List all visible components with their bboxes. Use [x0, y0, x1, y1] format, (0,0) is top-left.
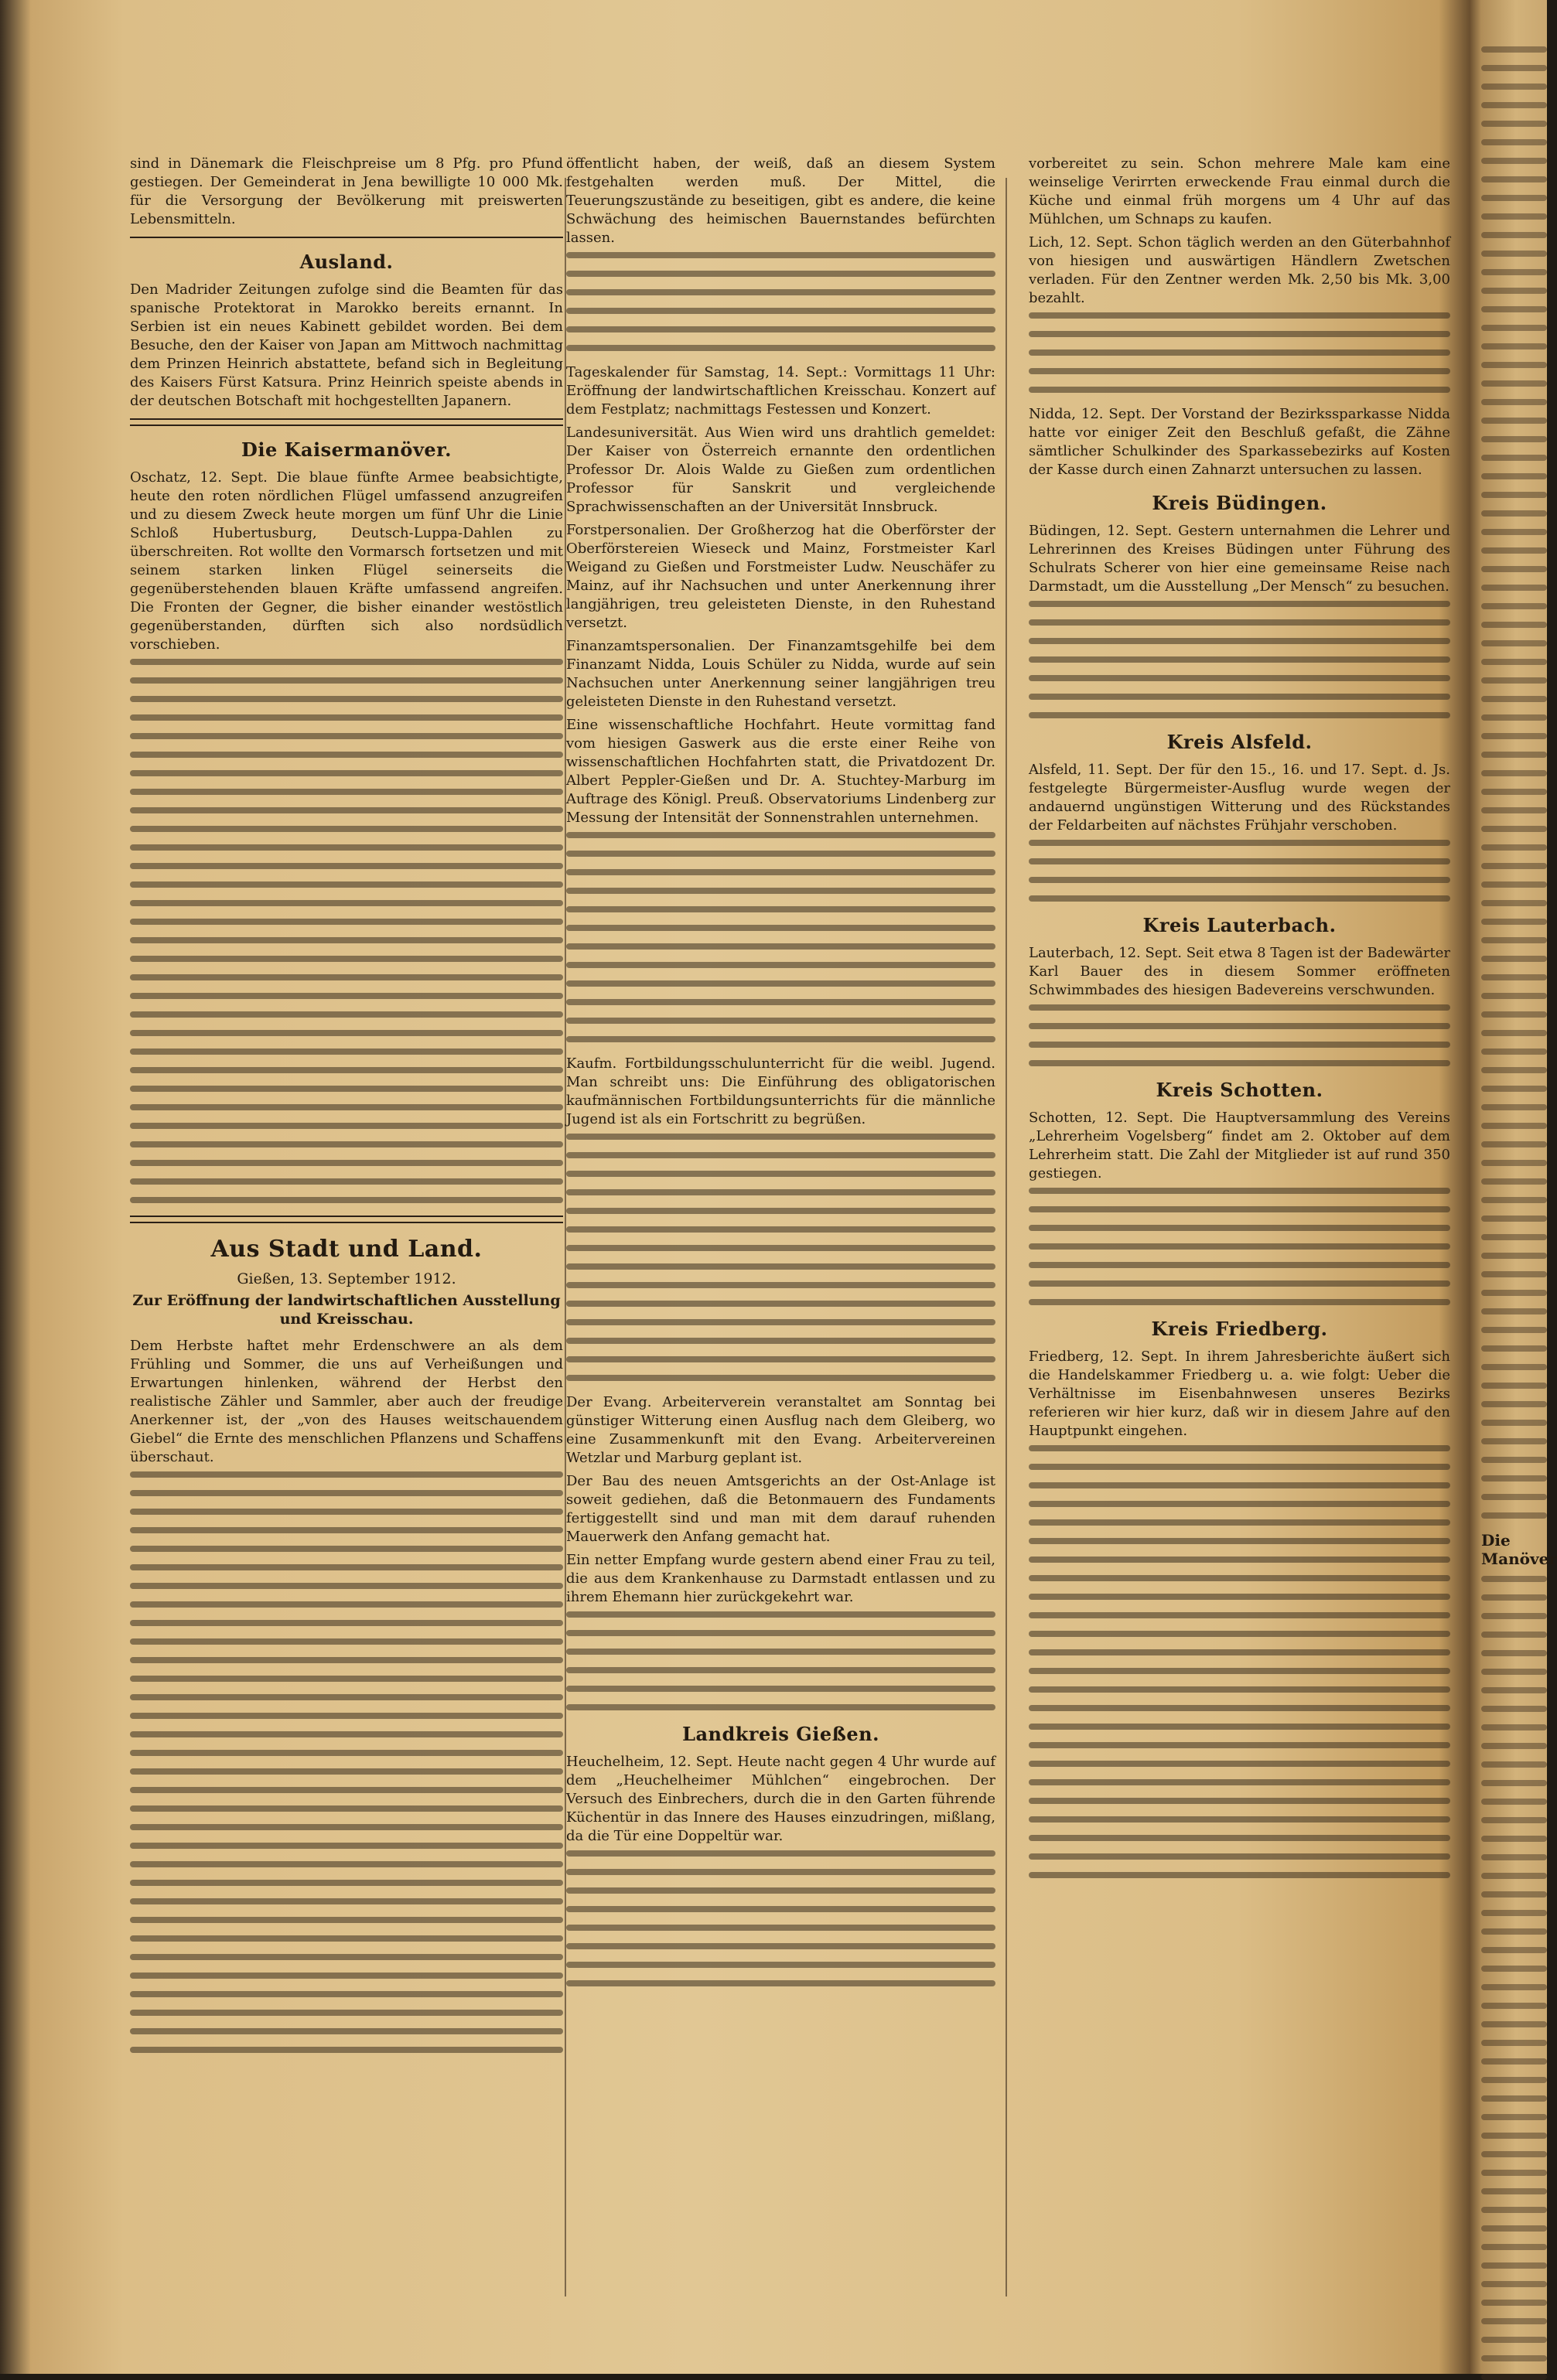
column-rule — [1006, 178, 1007, 2296]
article-text: Der Bau des neuen Amtsgerichts an der Ost-Anlage ist soweit gediehen, daß die Betonmauern des Fundaments fertiggestellt sind und man mit dem darauf ruhenden Mauerwerk den Anfang gemacht hat. — [566, 1473, 995, 1545]
article-text: Der Evang. Arbeiterverein veranstaltet am Sonntag bei günstiger Witterung einen Ausflug nach dem Gleiberg, wo eine Zusammenkunft mit den Evang. Arbeitervereinen Wetzlar und Marburg geplant ist. — [566, 1394, 995, 1466]
divider — [130, 237, 563, 238]
adjacent-page-heading: Die Manöver — [1481, 1531, 1557, 1568]
illegible-text-block — [566, 1850, 995, 1986]
section-heading-kreis-buedingen: Kreis Büdingen. — [1152, 492, 1327, 514]
article-text: Landesuniversität. Aus Wien wird uns drahtlich gemeldet: Der Kaiser von Österreich ernannte den ordentlichen Professor Dr. Alois Walde zu Gießen zum ordentlichen Professor für Sanskrit und vergleichende Sprachwissenschaften an der Universität Innsbruck. — [566, 425, 995, 515]
illegible-text-block — [1029, 312, 1450, 393]
dateline: Gießen, 13. September 1912. — [237, 1270, 456, 1287]
column-1 — [130, 155, 563, 2065]
illegible-text-block — [1029, 1188, 1450, 1305]
article-text: Friedberg, 12. Sept. In ihrem Jahresberichte äußert sich die Handelskammer Friedberg u. a. wie folgt: Ueber die Verhältnisse im Eisenbahnwesen unseres Bezirks referieren wir hier kurz, daß wir in diesem Jahre auf den Hauptpunkt eingehen. — [1029, 1349, 1450, 1439]
illegible-text-block — [1029, 840, 1450, 902]
illegible-text-block — [130, 659, 563, 1203]
illegible-text-block — [566, 252, 995, 351]
illegible-text-block — [1029, 1445, 1450, 1878]
article-text: Forstpersonalien. Der Großherzog hat die Oberförster der Oberförstereien Wieseck und Mainz, Forstmeister Karl Weigand zu Gießen und Forstmeister Ludw. Neuschäfer zu Mainz, auf ihr Nachsuchen und unter Anerkennung ihrer langjährigen, treu geleisteten Dienste, in den Ruhestand versetzt. — [566, 522, 995, 631]
column-3 — [1029, 155, 1450, 1891]
article-text: Den Madrider Zeitungen zufolge sind die Beamten für das spanische Protektorat in Marokko bereits ernannt. In Serbien ist ein neues Kabinett gebildet worden. Bei dem Besuche, den der Kaiser von Japan am Mittwoch nachmittag dem Prinzen Heinrich abstattete, befand sich in Begleitung des Kaisers Fürst Katsura. Prinz Heinrich speiste abends in der deutschen Botschaft mit hochgestellten Japanern. — [130, 281, 563, 409]
article-text: Alsfeld, 11. Sept. Der für den 15., 16. und 17. Sept. d. Js. festgelegte Bürgermeister-Ausflug wurde wegen der andauernd ungünstigen Witterung und des Rückstandes der Feldarbeiten auf nächstes Frühjahr verschoben. — [1029, 762, 1450, 834]
section-heading-landkreis-giessen: Landkreis Gießen. — [682, 1723, 879, 1745]
column-2 — [566, 155, 995, 1999]
article-text: Schotten, 12. Sept. Die Hauptversammlung des Vereins „Lehrerheim Vogelsberg“ findet am 2. Oktober auf dem Lehrerheim statt. Die Zahl der Mitglieder ist auf rund 350 gestiegen. — [1029, 1110, 1450, 1181]
illegible-text-block — [1029, 601, 1450, 718]
article-text: öffentlicht haben, der weiß, daß an diesem System festgehalten werden muß. Der Mittel, die Teuerungszustände zu beseitigen, gibt es andere, die keine Schwächung des heimischen Bauernstandes befürchten lassen. — [566, 155, 995, 246]
article-text: Lauterbach, 12. Sept. Seit etwa 8 Tagen ist der Badewärter Karl Bauer des in diesem Sommer eröffneten Schwimmbades des hiesigen Badevereins verschwunden. — [1029, 945, 1450, 998]
article-text: Tageskalender für Samstag, 14. Sept.: Vormittags 11 Uhr: Eröffnung der landwirtschaftlichen Kreisschau. Konzert auf dem Festplatz; nachmittags Festessen und Konzert. — [566, 364, 995, 418]
article-text: Eine wissenschaftliche Hochfahrt. Heute vormittag fand vom hiesigen Gaswerk aus die erste einer Reihe von wissenschaftlichen Hochfahrten statt, die Privatdozent Dr. Albert Peppler-Gießen und Dr. A. Stuchtey-Marburg im Auftrage des Königl. Preuß. Observatoriums Lindenberg zur Messung der Intensität der Sonnenstrahlen unternehmen. — [566, 717, 995, 826]
divider — [130, 1216, 563, 1223]
illegible-text-block — [130, 1471, 563, 2053]
illegible-text-block — [1029, 1004, 1450, 1066]
illegible-text-block — [1481, 1576, 1547, 2380]
article-text: Büdingen, 12. Sept. Gestern unternahmen die Lehrer und Lehrerinnen des Kreises Büdingen unter Führung des Schulrats Scherer von hier eine gemeinsame Reise nach Darmstadt, um die Ausstellung „Der Mensch“ zu besuchen. — [1029, 523, 1450, 595]
illegible-text-block — [566, 832, 995, 1042]
section-heading-kreis-alsfeld: Kreis Alsfeld. — [1166, 731, 1313, 753]
article-text: Lich, 12. Sept. Schon täglich werden an den Güterbahnhof von hiesigen und auswärtigen Händlern Zwetschen verladen. Für den Zentner werden Mk. 2,50 bis Mk. 3,00 bezahlt. — [1029, 234, 1450, 306]
article-headline: Zur Eröffnung der landwirtschaftlichen Ausstellung und Kreisschau. — [132, 1292, 561, 1328]
article-text: Finanzamtspersonalien. Der Finanzamtsgehilfe bei dem Finanzamt Nidda, Louis Schüler zu Nidda, wurde auf sein Nachsuchen unter Anerkennung seiner langjährigen treu geleisteten Dienste in den Ruhestand versetzt. — [566, 638, 995, 710]
article-text: vorbereitet zu sein. Schon mehrere Male kam eine weinselige Verirrten erweckende Frau einmal durch die Küche und einmal früh morgens um 4 Uhr auf das Mühlchen, um Schnaps zu kaufen. — [1029, 155, 1450, 227]
illegible-text-block — [1481, 46, 1547, 1519]
article-text: Nidda, 12. Sept. Der Vorstand der Bezirkssparkasse Nidda hatte vor einiger Zeit den Beschluß gefaßt, die Zähne sämtlicher Schulkinder des Sparkassebezirks auf Kosten der Kasse durch einen Zahnarzt untersuchen zu lassen. — [1029, 406, 1450, 478]
article-text: Heuchelheim, 12. Sept. Heute nacht gegen 4 Uhr wurde auf dem „Heuchelheimer Mühlchen“ eingebrochen. Der Versuch des Einbrechers, durch die in den Garten führende Küchentür in das Innere des Hauses einzudringen, mißlang, da die Tür eine Doppeltür war. — [566, 1754, 995, 1844]
section-heading-kaisermanoever: Die Kaisermanöver. — [241, 438, 452, 461]
section-heading-stadt-und-land: Aus Stadt und Land. — [210, 1236, 483, 1263]
section-heading-kreis-friedberg: Kreis Friedberg. — [1151, 1318, 1328, 1340]
newspaper-page — [116, 155, 1450, 2304]
article-text: Oschatz, 12. Sept. Die blaue fünfte Armee beabsichtigte, heute den roten nördlichen Flügel umfassend anzugreifen und zu diesem Zweck heute morgen um fünf Uhr die Linie Schloß Hubertusburg, Deutsch-Luppa-Dahlen zu überschreiten. Rot wollte den Vormarsch fortsetzen und mit seinem starken linken Flügel seinerseits die gegenüberstehenden blauen Kräfte umfassend angreifen. Die Fronten der Gegner, die bisher einander westöstlich gegenüberstanden, dürften sich also nordsüdlich vorschieben. — [130, 469, 563, 653]
section-heading-ausland: Ausland. — [299, 251, 394, 273]
article-text: sind in Dänemark die Fleischpreise um 8 Pfg. pro Pfund gestiegen. Der Gemeinderat in Jena bewilligte 10 000 Mk. für die Versorgung der Bevölkerung mit preiswerten Lebensmitteln. — [130, 155, 563, 227]
section-heading-kreis-lauterbach: Kreis Lauterbach. — [1142, 914, 1337, 936]
illegible-text-block — [566, 1134, 995, 1381]
article-text: Kaufm. Fortbildungsschulunterricht für die weibl. Jugend. Man schreibt uns: Die Einführung des obligatorischen kaufmännischen Fortbildungsunterrichts für die männliche Jugend ist als ein Fortschritt zu begrüßen. — [566, 1055, 995, 1127]
adjacent-page-strip — [1481, 46, 1557, 2327]
article-text: Dem Herbste haftet mehr Erdenschwere an als dem Frühling und Sommer, die uns auf Verheißungen und Erwartungen hinlenken, während der Herbst den realistische Zähler und Sammler, aber auch der freudige Anerkenner ist, der „von des Hauses weitschauendem Giebel“ die Ernte des menschlichen Pflanzens und Schaffens überschaut. — [130, 1337, 563, 1465]
article-text: Ein netter Empfang wurde gestern abend einer Frau zu teil, die aus dem Krankenhause zu Darmstadt entlassen und zu ihrem Ehemann hier zurückgekehrt war. — [566, 1552, 995, 1605]
section-heading-kreis-schotten: Kreis Schotten. — [1156, 1079, 1323, 1101]
illegible-text-block — [566, 1611, 995, 1710]
divider — [130, 418, 563, 426]
